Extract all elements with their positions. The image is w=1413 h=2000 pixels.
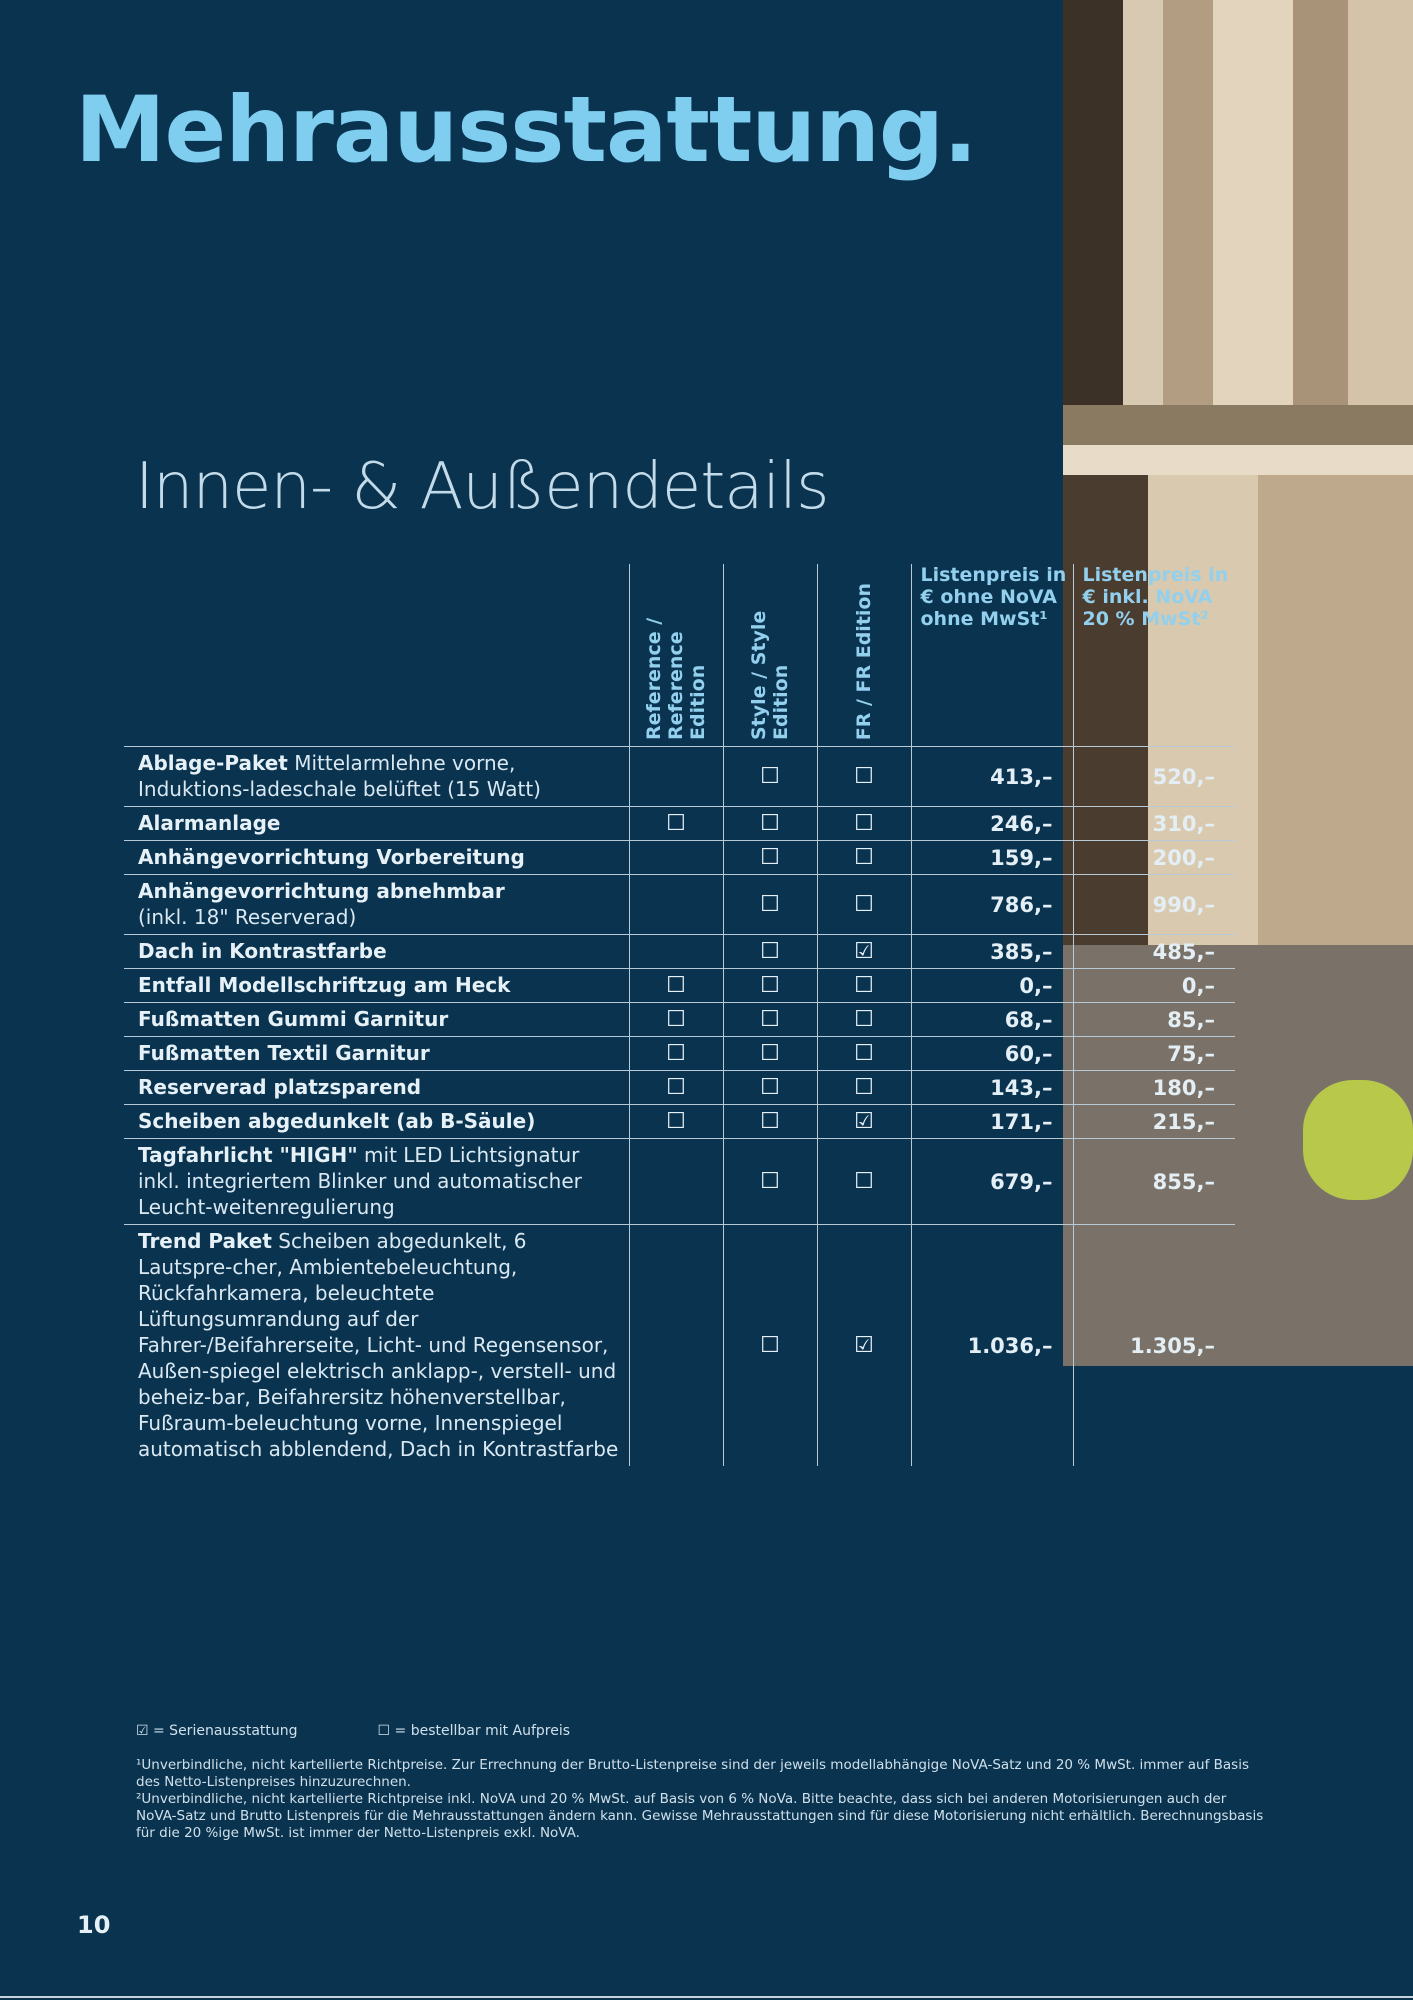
- page-divider: [0, 1996, 1413, 1998]
- availability-reference: ☐: [629, 969, 723, 1003]
- table-header-row: [124, 564, 1235, 747]
- price-net: 246,–: [911, 807, 1073, 841]
- availability-fr: ☐: [817, 807, 911, 841]
- row-description: Fußmatten Textil Garnitur: [124, 1037, 629, 1071]
- availability-style: ☐: [723, 1071, 817, 1105]
- availability-reference: ☐: [629, 807, 723, 841]
- availability-style: ☐: [723, 1139, 817, 1225]
- availability-style: ☐: [723, 935, 817, 969]
- page-number: 10: [77, 1911, 111, 1939]
- price-gross: 855,–: [1073, 1139, 1235, 1225]
- availability-style: ☐: [723, 1037, 817, 1071]
- page-title: Mehrausstattung.: [75, 78, 977, 183]
- legend-standard: ☑ = Serienausstattung: [136, 1723, 298, 1739]
- availability-fr: ☐: [817, 1139, 911, 1225]
- table-row: [124, 935, 1235, 969]
- availability-style: ☐: [723, 841, 817, 875]
- availability-style: ☐: [723, 1003, 817, 1037]
- row-description: Alarmanlage: [124, 807, 629, 841]
- price-gross: 485,–: [1073, 935, 1235, 969]
- table-row: [124, 875, 1235, 935]
- table-row: [124, 841, 1235, 875]
- availability-style: ☐: [723, 807, 817, 841]
- availability-fr: ☐: [817, 1003, 911, 1037]
- price-net: 60,–: [911, 1037, 1073, 1071]
- table-row: [124, 1037, 1235, 1071]
- table-row: [124, 1225, 1235, 1467]
- price-net: 68,–: [911, 1003, 1073, 1037]
- price-gross: 310,–: [1073, 807, 1235, 841]
- row-description: Anhängevorrichtung Vorbereitung: [124, 841, 629, 875]
- price-gross: 0,–: [1073, 969, 1235, 1003]
- price-net: 0,–: [911, 969, 1073, 1003]
- availability-reference: [629, 1225, 723, 1467]
- availability-fr: ☐: [817, 875, 911, 935]
- row-description: Anhängevorrichtung abnehmbar (inkl. 18" Reserverad): [124, 875, 629, 935]
- price-gross: 200,–: [1073, 841, 1235, 875]
- availability-fr: ☐: [817, 841, 911, 875]
- price-gross: 990,–: [1073, 875, 1235, 935]
- price-net: 679,–: [911, 1139, 1073, 1225]
- row-description: Entfall Modellschriftzug am Heck: [124, 969, 629, 1003]
- header-price-gross: Listenpreis in € inkl. NoVA 20 % MwSt²: [1073, 564, 1235, 747]
- availability-fr: ☑: [817, 1105, 911, 1139]
- price-net: 159,–: [911, 841, 1073, 875]
- price-net: 385,–: [911, 935, 1073, 969]
- availability-reference: [629, 875, 723, 935]
- availability-reference: ☐: [629, 1071, 723, 1105]
- row-description: Ablage-Paket Mittelarmlehne vorne, Induktions-ladeschale belüftet (15 Watt): [124, 747, 629, 807]
- row-description: Dach in Kontrastfarbe: [124, 935, 629, 969]
- availability-reference: ☐: [629, 1037, 723, 1071]
- legend-optional: ☐ = bestellbar mit Aufpreis: [377, 1723, 571, 1739]
- footnote-2: ²Unverbindliche, nicht kartellierte Richtpreise inkl. NoVA und 20 % MwSt. auf Basis von 6 % NoVa. Bitte beachte, dass sich bei anderen Motorisierungen auch der NoVA-Satz und Brutto Listenpreis für die Mehrausstattungen ändern kann. Gewisse Mehrausstattungen sind für diese Motorisierung nicht erhältlich. Berechnungsbasis für die 20 %ige MwSt. ist immer der Netto-Listenpreis exkl. NoVA.: [136, 1791, 1264, 1841]
- availability-style: ☐: [723, 1225, 817, 1467]
- availability-fr: ☐: [817, 747, 911, 807]
- availability-reference: [629, 747, 723, 807]
- price-gross: 180,–: [1073, 1071, 1235, 1105]
- availability-fr: ☑: [817, 935, 911, 969]
- availability-reference: [629, 935, 723, 969]
- price-gross: 85,–: [1073, 1003, 1235, 1037]
- table-row: [124, 1003, 1235, 1037]
- row-description: Scheiben abgedunkelt (ab B-Säule): [124, 1105, 629, 1139]
- legend: [136, 1723, 570, 1739]
- table-row: [124, 747, 1235, 807]
- availability-fr: ☐: [817, 1037, 911, 1071]
- header-empty: [124, 564, 629, 747]
- header-variant-fr: FR / FR Edition: [817, 564, 911, 747]
- price-net: 413,–: [911, 747, 1073, 807]
- price-gross: 75,–: [1073, 1037, 1235, 1071]
- table-row: [124, 969, 1235, 1003]
- price-net: 786,–: [911, 875, 1073, 935]
- availability-fr: ☐: [817, 969, 911, 1003]
- availability-reference: [629, 841, 723, 875]
- availability-reference: ☐: [629, 1003, 723, 1037]
- price-net: 1.036,–: [911, 1225, 1073, 1467]
- price-gross: 215,–: [1073, 1105, 1235, 1139]
- header-variant-reference: Reference / Reference Edition: [629, 564, 723, 747]
- footnotes: [136, 1757, 1266, 1842]
- price-gross: 520,–: [1073, 747, 1235, 807]
- price-net: 143,–: [911, 1071, 1073, 1105]
- section-title: Innen- & Außendetails: [135, 450, 829, 524]
- price-gross: 1.305,–: [1073, 1225, 1235, 1467]
- availability-style: ☐: [723, 747, 817, 807]
- footnote-1: ¹Unverbindliche, nicht kartellierte Richtpreise. Zur Errechnung der Brutto-Listenpreise sind der jeweils modellabhängige NoVA-Satz und 20 % MwSt. immer auf Basis des Netto-Listenpreises hinzuzurechnen.: [136, 1757, 1249, 1790]
- row-description: Trend Paket Scheiben abgedunkelt, 6 Lautspre-cher, Ambientebeleuchtung, Rückfahrkamera, beleuchtete Lüftungsumrandung auf der Fahrer-/Beifahrerseite, Licht- und Regensensor, Außen-spiegel elektrisch anklapp-, verstell- und beheiz-bar, Beifahrersitz höhenverstellbar, Fußraum-beleuchtung vorne, Innenspiegel automatisch abblendend, Dach in Kontrastfarbe: [124, 1225, 629, 1467]
- equipment-table: [124, 564, 1235, 1466]
- availability-style: ☐: [723, 875, 817, 935]
- availability-style: ☐: [723, 969, 817, 1003]
- table-row: [124, 807, 1235, 841]
- availability-reference: [629, 1139, 723, 1225]
- price-net: 171,–: [911, 1105, 1073, 1139]
- header-variant-style: Style / Style Edition: [723, 564, 817, 747]
- header-price-net: Listenpreis in € ohne NoVA ohne MwSt¹: [911, 564, 1073, 747]
- table-row: [124, 1071, 1235, 1105]
- row-description: Reserverad platzsparend: [124, 1071, 629, 1105]
- availability-style: ☐: [723, 1105, 817, 1139]
- row-description: Fußmatten Gummi Garnitur: [124, 1003, 629, 1037]
- availability-fr: ☐: [817, 1071, 911, 1105]
- table-row: [124, 1105, 1235, 1139]
- table-row: [124, 1139, 1235, 1225]
- row-description: Tagfahrlicht "HIGH" mit LED Lichtsignatur inkl. integriertem Blinker und automatischer Leucht-weitenregulierung: [124, 1139, 629, 1225]
- availability-reference: ☐: [629, 1105, 723, 1139]
- availability-fr: ☑: [817, 1225, 911, 1467]
